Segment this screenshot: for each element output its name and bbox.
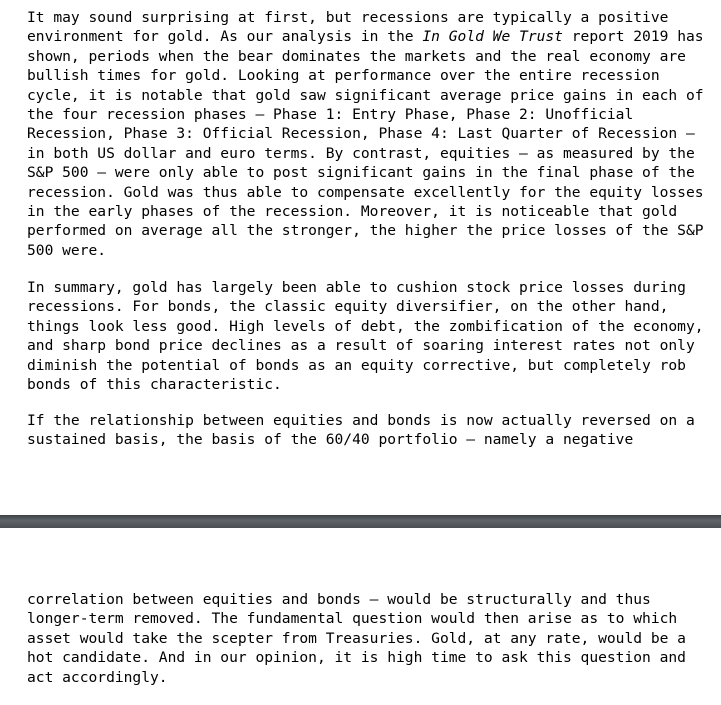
paragraph-recessions-gold xyxy=(27,8,704,260)
paragraph-60-40-portfolio xyxy=(27,411,695,450)
text-line: bonds of this characteristic. xyxy=(27,376,282,394)
text-line: report 2019 has xyxy=(562,28,704,46)
text-line: and sharp bond price declines as a result of soaring interest rates not only xyxy=(27,337,695,355)
text-line: In summary, gold has largely been able to cushion stock price losses during xyxy=(27,279,686,296)
text-line: longer-term removed. The fundamental question would then arise as to which xyxy=(27,610,678,628)
text-line: bullish times for gold. Looking at performance over the entire recession xyxy=(27,67,660,85)
text-line: recession. Gold was thus able to compensate excellently for the equity losses xyxy=(27,183,704,201)
text-line: cycle, it is notable that gold saw significant average price gains in each of xyxy=(27,86,704,104)
text-line: diminish the potential of bonds as an equity corrective, but completely rob xyxy=(27,356,686,374)
report-title-italic: In Gold We Trust xyxy=(422,28,563,46)
text-line: It may sound surprising at first, but recessions are typically a positive xyxy=(27,9,669,26)
text-line: act accordingly. xyxy=(27,668,168,686)
page-break-divider xyxy=(0,515,721,528)
text-line: in both US dollar and euro terms. By contrast, equities – as measured by the xyxy=(27,144,695,162)
text-line: correlation between equities and bonds – would be structurally and thus xyxy=(27,591,651,608)
text-line: the four recession phases – Phase 1: Entry Phase, Phase 2: Unofficial xyxy=(27,106,634,124)
text-line: environment for gold. As our analysis in the xyxy=(27,28,423,46)
document-page-bottom xyxy=(0,528,721,705)
text-line: sustained basis, the basis of the 60/40 portfolio – namely a negative xyxy=(27,431,634,449)
text-line: 500 were. xyxy=(27,241,107,259)
text-line: performed on average all the stronger, the higher the price losses of the S&P xyxy=(27,222,704,240)
text-line: asset would take the scepter from Treasuries. Gold, at any rate, would be a xyxy=(27,629,686,647)
text-line: Recession, Phase 3: Official Recession, Phase 4: Last Quarter of Recession – xyxy=(27,125,695,143)
paragraph-summary-bonds xyxy=(27,278,704,394)
text-line: in the early phases of the recession. Moreover, it is noticeable that gold xyxy=(27,203,678,221)
text-line: recessions. For bonds, the classic equity diversifier, on the other hand, xyxy=(27,298,669,316)
text-line: S&P 500 – were only able to post significant gains in the final phase of the xyxy=(27,164,695,182)
text-line: If the relationship between equities and bonds is now actually reversed on a xyxy=(27,412,695,429)
text-line: things look less good. High levels of debt, the zombification of the economy, xyxy=(27,317,704,335)
text-line: hot candidate. And in our opinion, it is high time to ask this question and xyxy=(27,649,686,667)
paragraph-60-40-portfolio-continued xyxy=(27,590,686,687)
text-line: shown, periods when the bear dominates the markets and the real economy are xyxy=(27,47,686,65)
